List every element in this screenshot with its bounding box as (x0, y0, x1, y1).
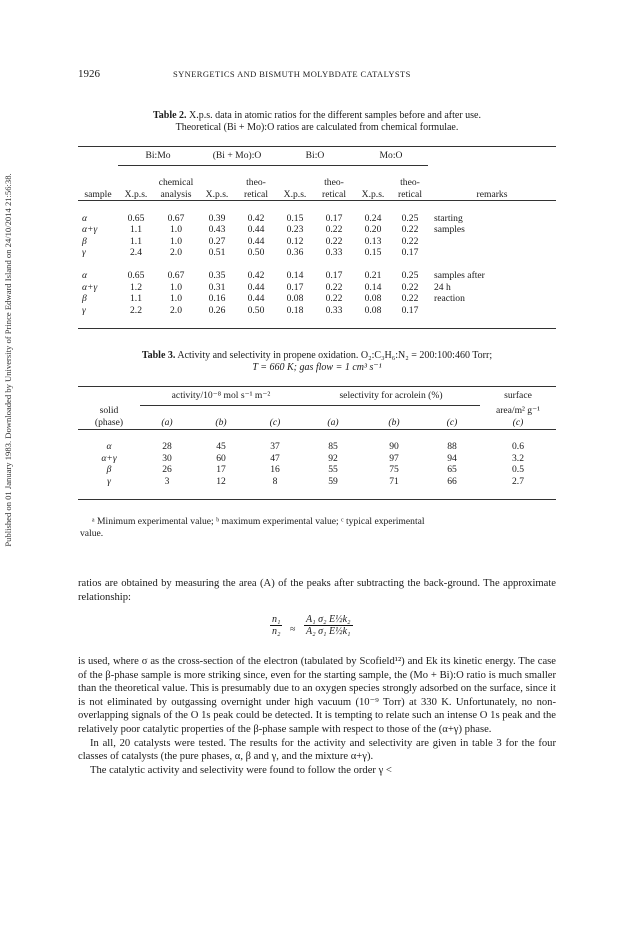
table-row (78, 476, 556, 488)
value-cell: 97 (389, 452, 399, 464)
relationship-formula (270, 614, 390, 650)
value-cell: 1.0 (170, 224, 182, 235)
table-row (78, 282, 556, 294)
t2-sub-theo: theo- (400, 177, 420, 188)
table-row (78, 236, 556, 248)
value-cell: 0.44 (247, 281, 265, 293)
body-text (78, 655, 556, 777)
t2-col-header: analysis (160, 188, 192, 200)
table3-footnote (80, 516, 554, 540)
body-paragraph-1 (78, 577, 556, 604)
value-cell: 0.44 (247, 293, 265, 304)
sample-cell: γ (82, 247, 86, 258)
value-cell: 94 (447, 452, 457, 464)
value-cell: 0.17 (325, 270, 343, 281)
value-cell: 0.22 (325, 293, 343, 304)
t2-col-header: X.p.s. (283, 188, 307, 200)
value-cell: 0.36 (286, 247, 304, 258)
table-row (78, 441, 556, 453)
value-cell: 0.17 (325, 212, 343, 224)
sample-cell: β (82, 235, 87, 247)
phase-cell: α (106, 441, 112, 452)
value-cell: 0.15 (286, 212, 304, 224)
t3-col-header: (c) (269, 417, 281, 428)
t3-group-selectivity: selectivity for acrolein (%) (339, 390, 443, 401)
paragraph: The catalytic activity and selectivity were found to follow the order γ < (90, 764, 392, 776)
value-cell: 17 (216, 464, 226, 475)
value-cell: 0.20 (364, 224, 382, 235)
paragraph: is used, where σ as the cross-section of the electron (tabulated by Scofield¹²) and Ek its kinetic energy. The case of the β-phase sample is more striking since, even for the starting sample, the (Mo + Bi):O ratio is much smaller than the theoretical value. This is presumably due to an oxygen species strongly adsorbed on the surface, since it is not eliminated by outgassing overnight under high vacuum (10⁻⁹ Torr) at 330 K. Unfortunately, no non-overlapping signals of the O 1s peak could be detected. It is tempting to relate such an intense O 1s peak and the relatively poor catalytic properties of the β-phase sample with respect to those of the (α+γ) phase. (78, 656, 556, 735)
t2-col-header: remarks (476, 188, 508, 200)
value-cell: 0.6 (512, 441, 524, 452)
remark-cell: samples (434, 224, 465, 235)
formula-lhs-num: n₁ (272, 614, 281, 625)
download-notice: Published on 01 January 1983. Downloaded by University of Prince Edward Island on 24/10/2014 21:56:38. (3, 173, 13, 547)
paragraph: ratios are obtained by measuring the area (A) of the peaks after subtracting the back-ground. The approximate relationship: (78, 578, 556, 603)
remark-cell (428, 236, 556, 248)
value-cell: 0.22 (325, 235, 343, 247)
table3-caption-line2: T = 660 K; gas flow = 1 cm³ s⁻¹ (252, 362, 382, 373)
value-cell: 0.43 (208, 224, 226, 235)
value-cell: 0.22 (401, 224, 419, 235)
t3-col-header: (a) (327, 417, 339, 428)
t2-sub-theo: theo- (246, 177, 266, 188)
value-cell: 30 (162, 452, 172, 464)
t3-col-header: (a) (161, 417, 173, 428)
value-cell: 0.08 (286, 293, 304, 304)
t2-group-bimo: Bi:Mo (145, 150, 171, 161)
value-cell: 0.14 (286, 270, 304, 281)
remark-cell (428, 247, 556, 259)
value-cell: 1.0 (170, 235, 182, 247)
value-cell: 0.39 (208, 212, 226, 224)
table-row (78, 224, 556, 236)
value-cell: 0.27 (208, 235, 226, 247)
remark-cell (428, 305, 556, 317)
value-cell: 1.1 (130, 224, 142, 235)
t2-col-header: sample (84, 188, 112, 200)
formula-rhs-den: A₂ σ₁ E½k₁ (306, 626, 351, 637)
value-cell: 3 (164, 475, 170, 487)
table3-label: Table 3. (141, 350, 176, 361)
value-cell: 0.42 (247, 270, 265, 281)
t2-col-header: X.p.s. (205, 188, 229, 200)
value-cell: 47 (270, 452, 280, 464)
value-cell: 0.31 (208, 281, 226, 293)
value-cell: 0.33 (325, 247, 343, 258)
value-cell: 12 (216, 475, 226, 487)
value-cell: 0.22 (325, 224, 343, 235)
t3-group-activity: activity/10⁻⁸ mol s⁻¹ m⁻² (171, 390, 271, 401)
table-row (78, 305, 556, 317)
table-row (78, 213, 556, 225)
value-cell: 0.67 (167, 212, 185, 224)
value-cell: 0.65 (127, 270, 145, 281)
phase-cell: α+γ (101, 452, 117, 464)
value-cell: 0.15 (364, 247, 382, 258)
value-cell: 0.44 (247, 235, 265, 247)
value-cell: 0.18 (286, 304, 304, 316)
t2-col-header: X.p.s. (361, 188, 385, 200)
table-row (78, 247, 556, 259)
running-title: SYNERGETICS AND BISMUTH MOLYBDATE CATALYSTS (173, 69, 411, 79)
t3-col-header: (c) (512, 417, 524, 428)
value-cell: 0.17 (286, 281, 304, 293)
t2-group-bio: Bi:O (305, 150, 325, 161)
table2-caption-line1: X.p.s. data in atomic ratios for the different samples before and after use. (189, 110, 481, 121)
value-cell: 0.51 (208, 247, 226, 258)
value-cell: 1.1 (130, 235, 142, 247)
t3-col-header: (b) (388, 417, 400, 428)
value-cell: 88 (447, 441, 457, 452)
t2-group-moo: Mo:O (379, 150, 403, 161)
table2-caption-line2: Theoretical (Bi + Mo):O ratios are calculated from chemical formulae. (175, 122, 459, 133)
formula-rhs-num: A₁ σ₂ E½k₂ (306, 614, 351, 625)
value-cell: 0.22 (325, 281, 343, 293)
t2-sub-theo: theo- (324, 177, 344, 188)
value-cell: 0.26 (208, 304, 226, 316)
sample-cell: γ (82, 304, 86, 316)
value-cell: 1.0 (170, 281, 182, 293)
table-row (78, 293, 556, 305)
sample-cell: α (82, 212, 88, 224)
footnote-line1: ᵃ Minimum experimental value; ᵇ maximum experimental value; ᶜ typical experimental (92, 516, 425, 527)
value-cell: 66 (447, 475, 457, 487)
value-cell: 65 (447, 464, 457, 475)
value-cell: 37 (270, 441, 280, 452)
value-cell: 0.08 (364, 304, 382, 316)
table-row (78, 453, 556, 465)
paragraph: In all, 20 catalysts were tested. The results for the activity and selectivity are given in table 3 for the four classes of catalysts (the pure phases, α, β and γ, and the mixture α+γ). (78, 737, 556, 763)
value-cell: 28 (162, 441, 172, 452)
table-row (78, 464, 556, 476)
t2-col-header: retical (398, 188, 422, 200)
value-cell: 0.12 (286, 235, 304, 247)
value-cell: 0.25 (401, 212, 419, 224)
value-cell: 0.08 (364, 293, 382, 304)
table2 (78, 146, 556, 329)
value-cell: 0.33 (325, 304, 343, 316)
t2-group-bimo-o: (Bi + Mo):O (212, 150, 262, 161)
value-cell: 2.4 (130, 247, 142, 258)
t2-col-header: retical (322, 188, 346, 200)
table3-caption-line1: Activity and selectivity in propene oxidation. O₂:C₃H₆:N₂ = 200:100:460 Torr; (177, 350, 493, 361)
value-cell: 0.5 (512, 464, 524, 475)
value-cell: 2.7 (512, 475, 524, 487)
phase-cell: β (106, 464, 112, 475)
table3 (78, 386, 556, 500)
value-cell: 0.44 (247, 224, 265, 235)
page-number: 1926 (78, 68, 100, 80)
value-cell: 0.13 (364, 235, 382, 247)
phase-cell: γ (107, 475, 111, 487)
remark-cell: samples after (434, 270, 485, 281)
formula-lhs-den: n₂ (272, 626, 281, 637)
t2-sub-chemical: chemical (158, 177, 194, 188)
value-cell: 0.21 (364, 270, 382, 281)
value-cell: 0.22 (401, 281, 419, 293)
value-cell: 0.65 (127, 212, 145, 224)
value-cell: 8 (272, 475, 278, 487)
value-cell: 90 (389, 441, 399, 452)
value-cell: 1.0 (170, 293, 182, 304)
value-cell: 75 (389, 464, 399, 475)
value-cell: 85 (328, 441, 338, 452)
t2-col-header: retical (244, 188, 268, 200)
t3-solid-label: solid (99, 405, 119, 417)
formula-approx: ≈ (290, 624, 296, 635)
value-cell: 0.25 (401, 270, 419, 281)
table2-caption (80, 110, 554, 134)
sample-cell: β (82, 293, 87, 304)
value-cell: 2.0 (170, 247, 182, 258)
formula-rhs (304, 614, 353, 637)
formula-lhs (270, 614, 282, 637)
value-cell: 0.35 (208, 270, 226, 281)
value-cell: 2.0 (170, 304, 182, 316)
t3-group-surface: surface (504, 390, 532, 402)
download-watermark (2, 100, 14, 620)
value-cell: 0.16 (208, 293, 226, 304)
table2-label: Table 2. (153, 110, 187, 121)
table3-caption (80, 350, 554, 374)
t2-col-header: X.p.s. (124, 188, 148, 200)
value-cell: 1.1 (130, 293, 142, 304)
value-cell: 2.2 (130, 304, 142, 316)
value-cell: 1.2 (130, 281, 142, 293)
t3-phase-label: (phase) (94, 417, 124, 428)
value-cell: 0.24 (364, 212, 382, 224)
value-cell: 0.50 (247, 247, 265, 258)
value-cell: 92 (328, 452, 338, 464)
value-cell: 0.22 (401, 293, 419, 304)
value-cell: 55 (328, 464, 338, 475)
value-cell: 0.14 (364, 281, 382, 293)
remark-cell: 24 h (434, 281, 451, 293)
value-cell: 59 (328, 475, 338, 487)
value-cell: 0.22 (401, 235, 419, 247)
value-cell: 60 (216, 452, 226, 464)
t3-col-header: (b) (215, 417, 227, 428)
sample-cell: α+γ (82, 224, 98, 235)
value-cell: 0.17 (401, 304, 419, 316)
remark-cell: reaction (434, 293, 465, 304)
sample-cell: α+γ (82, 281, 98, 293)
value-cell: 3.2 (512, 452, 524, 464)
value-cell: 0.67 (167, 270, 185, 281)
value-cell: 71 (389, 475, 399, 487)
value-cell: 0.50 (247, 304, 265, 316)
value-cell: 0.17 (401, 247, 419, 258)
value-cell: 0.23 (286, 224, 304, 235)
table-row (78, 270, 556, 282)
value-cell: 0.42 (247, 212, 265, 224)
t3-surface-unit: area/m² g⁻¹ (495, 405, 541, 417)
footnote-line2: value. (80, 528, 104, 539)
value-cell: 26 (162, 464, 172, 475)
value-cell: 45 (216, 441, 226, 452)
value-cell: 16 (270, 464, 280, 475)
t3-col-header: (c) (446, 417, 458, 428)
sample-cell: α (82, 270, 88, 281)
remark-cell: starting (434, 212, 463, 224)
